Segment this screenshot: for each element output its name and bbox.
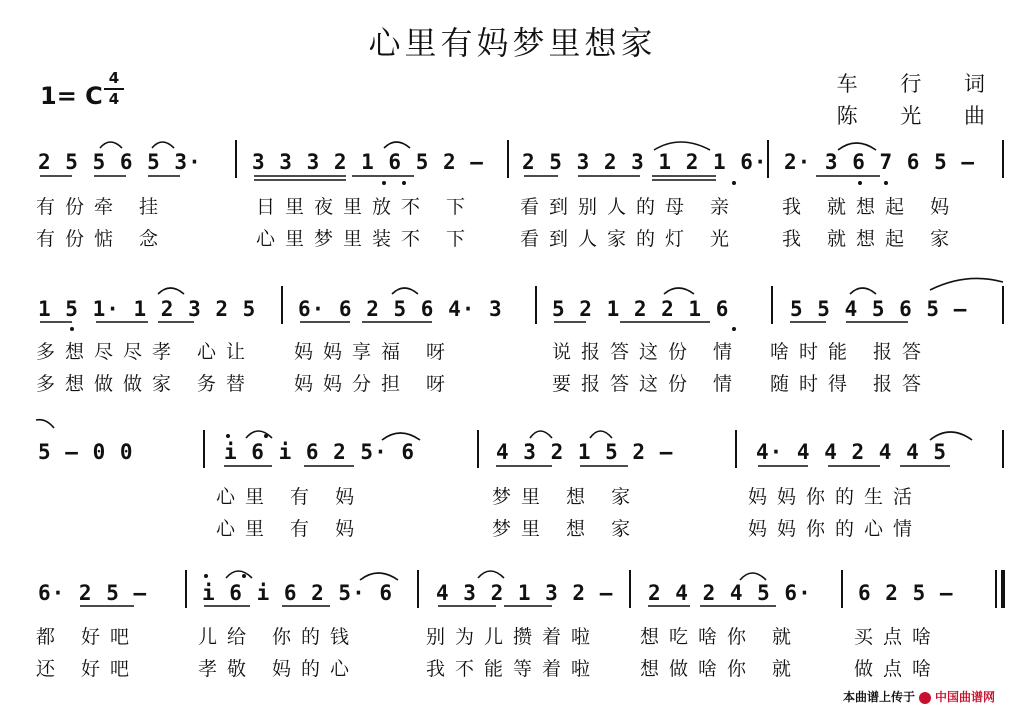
lyric-s4-v2-m2: 孝敬 妈的心 bbox=[198, 658, 360, 680]
notes-s2-m2: 6· 6 2 5 6 4· 3 bbox=[298, 297, 503, 321]
lyric-s2-v1-m4: 啥时能 报答 bbox=[770, 341, 932, 363]
lyric-s1-v2-m1: 有份惦 念 bbox=[36, 228, 169, 250]
notes-s3-m4: 4· 4 4 2 4 4 5 bbox=[756, 440, 948, 464]
notes-s3-m2: i 6 i 6 2 5· 6 bbox=[224, 440, 416, 464]
octave-dot bbox=[884, 181, 888, 185]
notes-s4-m2: i 6 i 6 2 5· 6 bbox=[202, 581, 394, 605]
lyric-s4-v1-m1: 都 好吧 bbox=[36, 626, 140, 648]
slur bbox=[530, 431, 552, 438]
notes-s1-m4: 2· 3 6 7 6 5 – bbox=[784, 150, 976, 174]
octave-dot bbox=[858, 181, 862, 185]
slur bbox=[850, 288, 876, 294]
octave-dot bbox=[242, 574, 246, 578]
song-title: 心里有妈梦里想家 bbox=[368, 24, 657, 62]
slur bbox=[382, 433, 420, 440]
octave-dot bbox=[732, 327, 736, 331]
time-signature-top: 4 bbox=[108, 69, 120, 87]
slur bbox=[36, 420, 54, 428]
notes-s1-m2: 3 3 3 2 1 6 5 2 – bbox=[252, 150, 484, 174]
octave-dot bbox=[226, 434, 230, 438]
octave-dot bbox=[264, 434, 268, 438]
lyric-s3-v1-m2: 心里 有 妈 bbox=[216, 486, 365, 508]
slur bbox=[478, 571, 504, 578]
notes-s1-m3: 2 5 3 2 3 1 2 1 6· bbox=[522, 150, 768, 174]
notes-s2-m3: 5 2 1 2 2 1 6 bbox=[552, 297, 730, 321]
lyric-s1-v1-m1: 有份牵 挂 bbox=[36, 196, 169, 218]
slur bbox=[360, 573, 398, 580]
slur bbox=[838, 143, 876, 150]
lyric-s3-v2-m4: 妈妈你的心情 bbox=[748, 518, 923, 540]
slur bbox=[246, 431, 272, 438]
lyric-s3-v2-m2: 心里 有 妈 bbox=[216, 518, 365, 540]
slur bbox=[384, 142, 410, 148]
lyric-s1-v2-m3: 看到人家的灯 光 bbox=[520, 228, 740, 250]
octave-dot bbox=[402, 181, 406, 185]
lyric-s4-v2-m4: 想做啥你 就 bbox=[640, 658, 802, 680]
footer-site[interactable]: 中国曲谱网 bbox=[934, 690, 995, 704]
slur bbox=[740, 573, 766, 580]
slur bbox=[100, 142, 122, 148]
lyric-s2-v2-m3: 要报答这份 情 bbox=[552, 373, 743, 395]
lyric-s2-v2-m4: 随时得 报答 bbox=[770, 373, 932, 395]
lyric-s4-v2-m3: 我不能等着啦 bbox=[426, 658, 601, 680]
site-logo-icon bbox=[919, 692, 931, 704]
lyric-s1-v2-m2: 心里梦里装不 下 bbox=[256, 228, 476, 250]
lyric-s2-v1-m2: 妈妈享福 呀 bbox=[294, 341, 456, 363]
time-signature-bottom: 4 bbox=[108, 90, 120, 108]
octave-dot bbox=[382, 181, 386, 185]
notes-s4-m5: 6 2 5 – bbox=[858, 581, 954, 605]
lyric-s4-v1-m5: 买点啥 bbox=[854, 626, 942, 648]
lyric-s4-v1-m2: 儿给 你的钱 bbox=[198, 626, 360, 648]
lyric-s4-v1-m3: 别为儿攒着啦 bbox=[426, 626, 601, 648]
notes-s4-m3: 4 3 2 1 3 2 – bbox=[436, 581, 614, 605]
slur bbox=[226, 571, 252, 578]
lyric-s3-v1-m4: 妈妈你的生活 bbox=[748, 486, 923, 508]
slur bbox=[930, 278, 1003, 290]
lyric-s2-v2-m1: 多想做做家 务替 bbox=[36, 373, 256, 395]
footer-text: 本曲谱上传于 bbox=[842, 690, 915, 704]
lyric-s2-v2-m2: 妈妈分担 呀 bbox=[294, 373, 456, 395]
slur bbox=[654, 142, 710, 150]
lyric-s3-v2-m3: 梦里 想 家 bbox=[492, 518, 641, 540]
notes-s2-m1: 1 5 1· 1 2 3 2 5 bbox=[38, 297, 257, 321]
notes-s3-m3: 4 3 2 1 5 2 – bbox=[496, 440, 674, 464]
key-signature: 1= C bbox=[40, 82, 103, 110]
slur bbox=[392, 288, 418, 294]
slur bbox=[590, 431, 612, 438]
notes-s3-m1: 5 – 0 0 bbox=[38, 440, 134, 464]
lyric-s1-v1-m3: 看到别人的母 亲 bbox=[520, 196, 740, 218]
slur bbox=[152, 142, 174, 148]
slur bbox=[158, 288, 184, 294]
lyric-s4-v1-m4: 想吃啥你 就 bbox=[640, 626, 802, 648]
lyric-s3-v1-m3: 梦里 想 家 bbox=[492, 486, 641, 508]
octave-dot bbox=[70, 327, 74, 331]
slur bbox=[930, 432, 972, 440]
footer-credit bbox=[843, 688, 995, 705]
composer-credit: 陈 光 曲 bbox=[836, 104, 1003, 128]
lyric-s2-v1-m3: 说报答这份 情 bbox=[552, 341, 743, 363]
slur bbox=[664, 288, 694, 294]
notes-s2-m4: 5 5 4 5 6 5 – bbox=[790, 297, 968, 321]
notes-s4-m1: 6· 2 5 – bbox=[38, 581, 148, 605]
lyric-s1-v1-m4: 我 就想起 妈 bbox=[782, 196, 960, 218]
octave-dot bbox=[204, 574, 208, 578]
lyric-s1-v2-m4: 我 就想起 家 bbox=[782, 228, 960, 250]
lyric-s4-v2-m1: 还 好吧 bbox=[36, 658, 140, 680]
lyric-s4-v2-m5: 做点啥 bbox=[854, 658, 942, 680]
octave-dot bbox=[732, 181, 736, 185]
notes-s1-m1: 2 5 5 6 5 3· bbox=[38, 150, 202, 174]
notes-s4-m4: 2 4 2 4 5 6· bbox=[648, 581, 812, 605]
lyric-s1-v1-m2: 日里夜里放不 下 bbox=[256, 196, 476, 218]
lyricist-credit: 车 行 词 bbox=[836, 72, 1003, 96]
lyric-s2-v1-m1: 多想尽尽孝 心让 bbox=[36, 341, 256, 363]
